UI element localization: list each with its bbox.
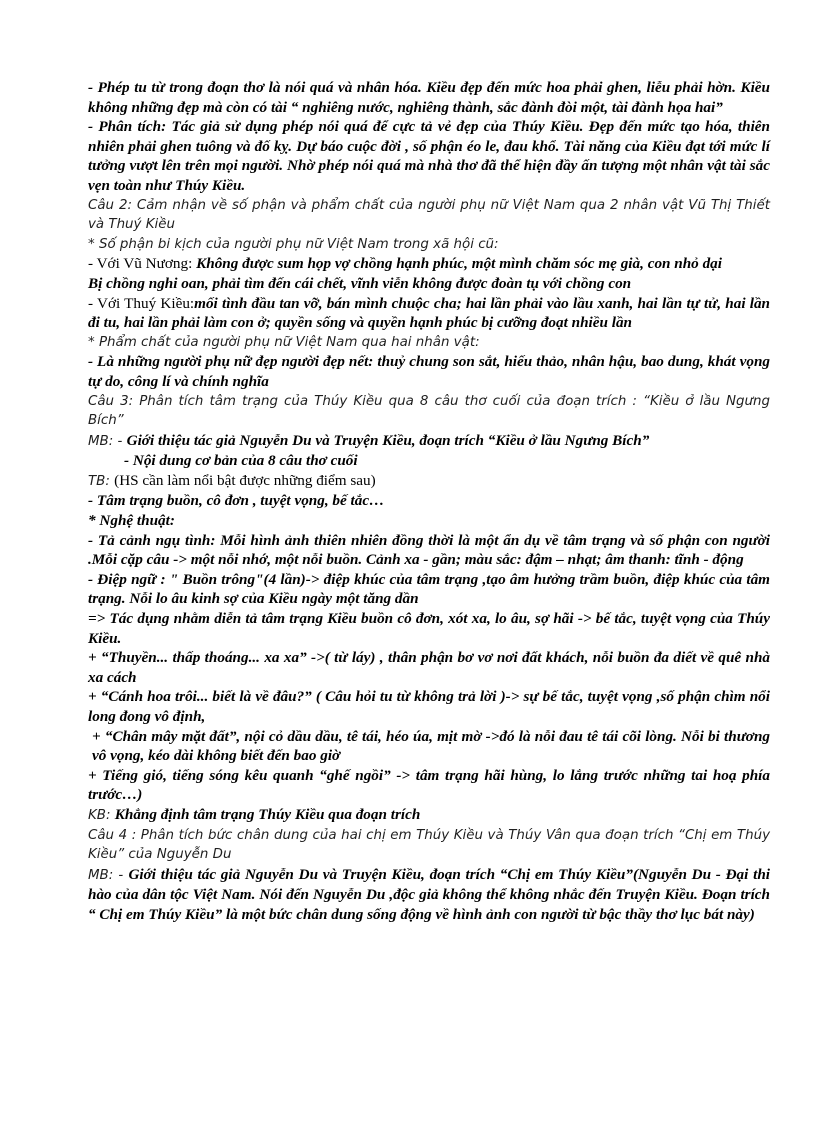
paragraph-rhetoric: - Phép tu từ trong đoạn thơ là nói quá và nhân hóa. Kiều đẹp đến mức hoa phải ghen, liễu phải hờn. Kiều không những đẹp mà còn có tài “ nghiêng nước, nghiêng thành, sắc đành đòi một, tài đành họa hai” (88, 79, 770, 116)
mb-3-text: Giới thiệu tác giả Nguyễn Du và Truyện Kiều, đoạn trích “Kiều ở lầu Ngưng Bích” (126, 431, 650, 449)
paragraph-mb-3 (88, 431, 770, 452)
paragraph-refrain: - Điệp ngữ : " Buồn trông"(4 lần)-> điệp khúc của tâm trạng ,tạo âm hưởng trầm buồn, điệp khúc của tâm trạng. Nỗi lo âu kinh sợ của Kiều ngày một tăng dần (88, 570, 770, 608)
paragraph-virtue: - Là những người phụ nữ đẹp người đẹp nết: thuỷ chung son sắt, hiếu thảo, nhân hậu, bao dung, khát vọng tự do, công lí và chính nghĩa (88, 353, 770, 390)
document-page (88, 78, 770, 925)
paragraph-mb-4 (88, 865, 770, 925)
paragraph-wind: + Tiếng gió, tiếng sóng kêu quanh “ghế ngồi” -> tâm trạng hãi hùng, lo lắng trước những tai hoạ phía trước…) (88, 766, 770, 804)
paragraph-vu-nuong-2: Bị chồng nghi oan, phải tìm đến cái chết, vĩnh viễn không được đoàn tụ với chồng con (88, 274, 632, 292)
paragraph-scene: - Tả cảnh ngụ tình: Mỗi hình ảnh thiên nhiên đồng thời là một ẩn dụ về tâm trạng và số phận con người .Mỗi cặp câu -> một nỗi nhớ, một nỗi buồn. Cảnh xa - gần; màu sắc: đậm – nhạt; âm thanh: tĩnh - động (88, 531, 770, 569)
paragraph-thuy-kieu (88, 294, 770, 333)
paragraph-kb (88, 805, 770, 826)
question-4-heading: Câu 4 : Phân tích bức chân dung của hai chị em Thúy Kiều và Thúy Vân qua đoạn trích “Chị em Thúy Kiều” của Nguyễn Du (88, 827, 770, 863)
question-3-heading: Câu 3: Phân tích tâm trạng của Thúy Kiều qua 8 câu thơ cuối của đoạn trích : “Kiều ở lầu Ngưng Bích” (88, 393, 770, 429)
paragraph-boat: + “Thuyền... thấp thoáng... xa xa” ->( từ láy) , thân phận bơ vơ nơi đất khách, nỗi buồn đa diết về quê nhà xa cách (88, 649, 770, 686)
thuy-kieu-text: mối tình đầu tan vỡ, bán mình chuộc cha; hai lần phải vào lầu xanh, hai lần tự tử, hai lần đi tu, hai lần phải làm con ở; quyền sống và quyền hạnh phúc bị cưỡng đoạt nhiều lần (88, 294, 770, 332)
kb-label: KB: (88, 807, 115, 823)
paragraph-mb-3-content: - Nội dung cơ bản của 8 câu thơ cuối (124, 452, 358, 470)
vu-nuong-text: Không được sum họp vợ chồng hạnh phúc, một mình chăm sóc mẹ già, con nhỏ dại (196, 255, 722, 273)
paragraph-tb (88, 471, 770, 492)
paragraph-vu-nuong (88, 254, 770, 274)
section-art-heading: * Nghệ thuật: (88, 512, 175, 530)
tb-label: TB: (88, 473, 115, 489)
mb-label: MB: - (88, 433, 127, 449)
section-virtue-heading: * Phẩm chất của người phụ nữ Việt Nam qua hai nhân vật: (88, 334, 480, 350)
kb-text: Khẳng định tâm trạng Thúy Kiều qua đoạn trích (114, 805, 421, 823)
mb-4-label: MB: - (88, 867, 129, 883)
tb-text: (HS cần làm nổi bật được những điểm sau) (114, 471, 376, 489)
section-fate-heading: * Số phận bi kịch của người phụ nữ Việt Nam trong xã hội cũ: (88, 236, 499, 252)
question-2-heading: Câu 2: Cảm nhận về số phận và phẩm chất của người phụ nữ Việt Nam qua 2 nhân vật Vũ Thị Thiết và Thuý Kiều (88, 197, 770, 233)
paragraph-effect: => Tác dụng nhằm diễn tả tâm trạng Kiều buồn cô đơn, xót xa, lo âu, sợ hãi -> bế tắc, tuyệt vọng của Thúy Kiều. (88, 610, 770, 647)
thuy-kieu-label: - Với Thuý Kiều: (88, 294, 195, 312)
paragraph-horizon: + “Chân mây mặt đất”, nội cỏ dầu dầu, tê tái, héo úa, mịt mờ ->đó là nỗi đau tê tái cõi lòng. Nỗi bi thương vô vọng, kéo dài không biết đến bao giờ (92, 727, 770, 765)
mb-4-text: Giới thiệu tác giả Nguyễn Du và Truyện Kiều, đoạn trích “Chị em Thúy Kiều”(Nguyễn Du - Đại thi hào của dân tộc Việt Nam. Nói đến Nguyễn Du ,độc giả không thể không nhắc đến Truyện Kiều. Đoạn trích “ Chị em Thúy Kiều” là một bức chân dung sống động về hình ảnh con người từ bậc thầy thơ lục bát này) (88, 865, 770, 923)
paragraph-flower: + “Cánh hoa trôi... biết là về đâu?” ( Câu hỏi tu từ không trả lời )-> sự bế tắc, tuyệt vọng ,số phận chìm nổi long đong vô định, (88, 688, 770, 725)
paragraph-mood: - Tâm trạng buồn, cô đơn , tuyệt vọng, bế tắc… (88, 492, 385, 510)
paragraph-analysis: - Phân tích: Tác giả sử dụng phép nói quá để cực tả vẻ đẹp của Thúy Kiều. Đẹp đến mức tạo hóa, thiên nhiên phải ghen tuông và đố kỵ. Dự báo cuộc đời , số phận éo le, đau khổ. Tài năng của Kiều đạt tới mức lí tưởng vượt lên trên mọi người. Nhờ phép nói quá mà nhà thơ đã thể hiện đầy ấn tượng một nhân vật tài sắc vẹn toàn như Thúy Kiều. (88, 118, 770, 194)
vu-nuong-label: - Với Vũ Nương: (88, 255, 197, 273)
